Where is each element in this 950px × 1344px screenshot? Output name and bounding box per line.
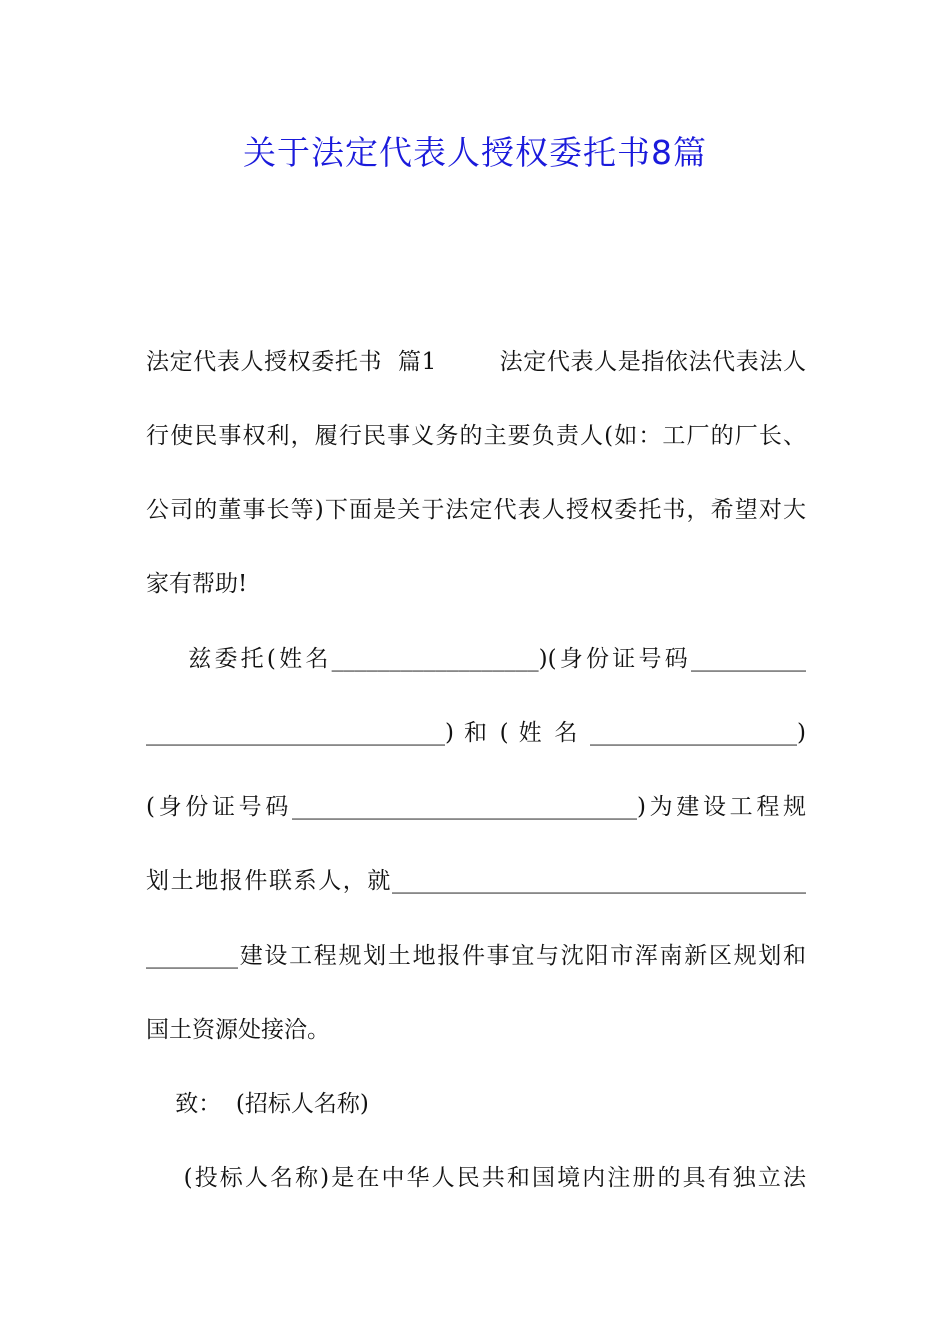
paragraph-line: (投标人名称)是在中华人民共和国境内注册的具有独立法 [146, 1165, 806, 1191]
paragraph-line: 法定代表人授权委托书 篇1 法定代表人是指依法代表法人 [146, 349, 806, 375]
paragraph-line: 致： (招标人名称) [146, 1091, 369, 1117]
paragraph-line: 行使民事权利，履行民事义务的主要负责人(如：工厂的厂长、 [146, 423, 806, 449]
form-line: 划土地报件联系人，就____________________________________ [146, 868, 806, 894]
form-line: (身份证号码______________________________)为建设工程规 [146, 794, 806, 820]
form-line: __________________________) 和 ( 姓 名 __________________) [146, 720, 806, 746]
page-title: 关于法定代表人授权委托书8篇 [243, 133, 707, 172]
paragraph-line: 家有帮助! [146, 571, 248, 597]
paragraph-line: 公司的董事长等)下面是关于法定代表人授权委托书，希望对大 [146, 497, 806, 523]
form-line: ________建设工程规划土地报件事宜与沈阳市浑南新区规划和 [146, 943, 806, 969]
form-line: 兹委托(姓名__________________)(身份证号码__________ [146, 646, 806, 672]
form-line: 国土资源处接洽。 [146, 1017, 330, 1043]
